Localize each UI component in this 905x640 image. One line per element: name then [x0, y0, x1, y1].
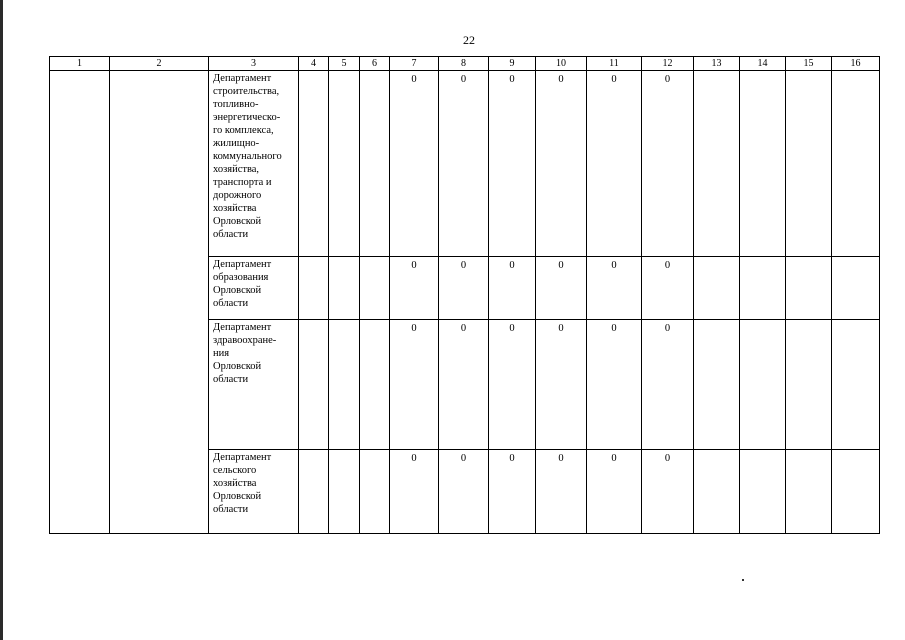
department-line: топливно- [213, 99, 259, 110]
column-header: 4 [299, 57, 329, 71]
department-line: области [213, 298, 249, 309]
department-line: Орловской [213, 216, 262, 227]
department-line: Департамент [213, 73, 272, 84]
cell-col13 [694, 320, 740, 450]
column-header: 2 [110, 57, 209, 71]
cell-col15 [786, 320, 832, 450]
column-header: 3 [209, 57, 299, 71]
value-cell-col12: 0 [642, 450, 694, 534]
column-header: 5 [329, 57, 360, 71]
cell-col15 [786, 71, 832, 257]
table-row [50, 71, 880, 257]
cell-col1 [50, 71, 110, 534]
value-cell-col11: 0 [587, 450, 642, 534]
cell-col13 [694, 257, 740, 320]
value-cell-col12: 0 [642, 257, 694, 320]
cell-col5 [329, 71, 360, 257]
value-cell-col9: 0 [489, 450, 536, 534]
column-number-row [50, 57, 880, 71]
column-header: 8 [439, 57, 489, 71]
cell-col5 [329, 450, 360, 534]
value-cell-col9: 0 [489, 320, 536, 450]
value-cell-col10: 0 [536, 71, 587, 257]
value-cell-col7: 0 [390, 320, 439, 450]
column-header: 13 [694, 57, 740, 71]
department-line: ния [213, 348, 230, 359]
scan-left-edge [0, 0, 3, 640]
value-cell-col7: 0 [390, 71, 439, 257]
column-header: 1 [50, 57, 110, 71]
cell-col2 [110, 71, 209, 534]
department-line: Орловской [213, 491, 262, 502]
department-line: хозяйства [213, 478, 257, 489]
cell-col4 [299, 320, 329, 450]
department-line: сельского [213, 465, 257, 476]
column-header: 12 [642, 57, 694, 71]
value-cell-col10: 0 [536, 320, 587, 450]
value-cell-col7: 0 [390, 257, 439, 320]
column-header: 16 [832, 57, 880, 71]
department-line: Орловской [213, 285, 262, 296]
cell-col5 [329, 320, 360, 450]
column-header: 6 [360, 57, 390, 71]
value-cell-col9: 0 [489, 257, 536, 320]
value-cell-col12: 0 [642, 320, 694, 450]
value-cell-col12: 0 [642, 71, 694, 257]
cell-col14 [740, 320, 786, 450]
department-line: дорожного [213, 190, 262, 201]
cell-col14 [740, 257, 786, 320]
department-line: жилищно- [213, 138, 260, 149]
cell-col13 [694, 450, 740, 534]
cell-col16 [832, 257, 880, 320]
department-line: строительства, [213, 86, 280, 97]
value-cell-col10: 0 [536, 257, 587, 320]
department-line: транспорта и [213, 177, 272, 188]
column-header: 11 [587, 57, 642, 71]
cell-col16 [832, 320, 880, 450]
scan-speck [742, 579, 744, 581]
budget-table [49, 56, 880, 534]
department-line: го комплекса, [213, 125, 274, 136]
value-cell-col8: 0 [439, 71, 489, 257]
department-line: Департамент [213, 322, 272, 333]
department-line: здравоохране- [213, 335, 277, 346]
cell-col4 [299, 450, 329, 534]
value-cell-col11: 0 [587, 320, 642, 450]
value-cell-col8: 0 [439, 450, 489, 534]
cell-col14 [740, 450, 786, 534]
value-cell-col11: 0 [587, 257, 642, 320]
value-cell-col9: 0 [489, 71, 536, 257]
department-line: хозяйства, [213, 164, 260, 175]
department-line: хозяйства [213, 203, 257, 214]
department-line: энергетическо- [213, 112, 281, 123]
cell-col14 [740, 71, 786, 257]
department-line: области [213, 374, 249, 385]
column-header: 7 [390, 57, 439, 71]
cell-col4 [299, 257, 329, 320]
value-cell-col11: 0 [587, 71, 642, 257]
column-header: 9 [489, 57, 536, 71]
department-line: области [213, 504, 249, 515]
value-cell-col7: 0 [390, 450, 439, 534]
department-line: Департамент [213, 452, 272, 463]
column-header: 14 [740, 57, 786, 71]
cell-col5 [329, 257, 360, 320]
cell-col6 [360, 450, 390, 534]
page-number: 22 [463, 33, 475, 47]
cell-col6 [360, 71, 390, 257]
cell-col16 [832, 71, 880, 257]
cell-col4 [299, 71, 329, 257]
value-cell-col10: 0 [536, 450, 587, 534]
department-line: образования [213, 272, 269, 283]
cell-col16 [832, 450, 880, 534]
cell-col15 [786, 450, 832, 534]
department-line: Орловской [213, 361, 262, 372]
value-cell-col8: 0 [439, 257, 489, 320]
value-cell-col8: 0 [439, 320, 489, 450]
department-cell [209, 450, 299, 534]
department-cell [209, 257, 299, 320]
cell-col6 [360, 257, 390, 320]
department-line: Департамент [213, 259, 272, 270]
department-cell [209, 320, 299, 450]
cell-col6 [360, 320, 390, 450]
cell-col15 [786, 257, 832, 320]
column-header: 10 [536, 57, 587, 71]
department-cell [209, 71, 299, 257]
cell-col13 [694, 71, 740, 257]
column-header: 15 [786, 57, 832, 71]
department-line: области [213, 229, 249, 240]
department-line: коммунального [213, 151, 282, 162]
